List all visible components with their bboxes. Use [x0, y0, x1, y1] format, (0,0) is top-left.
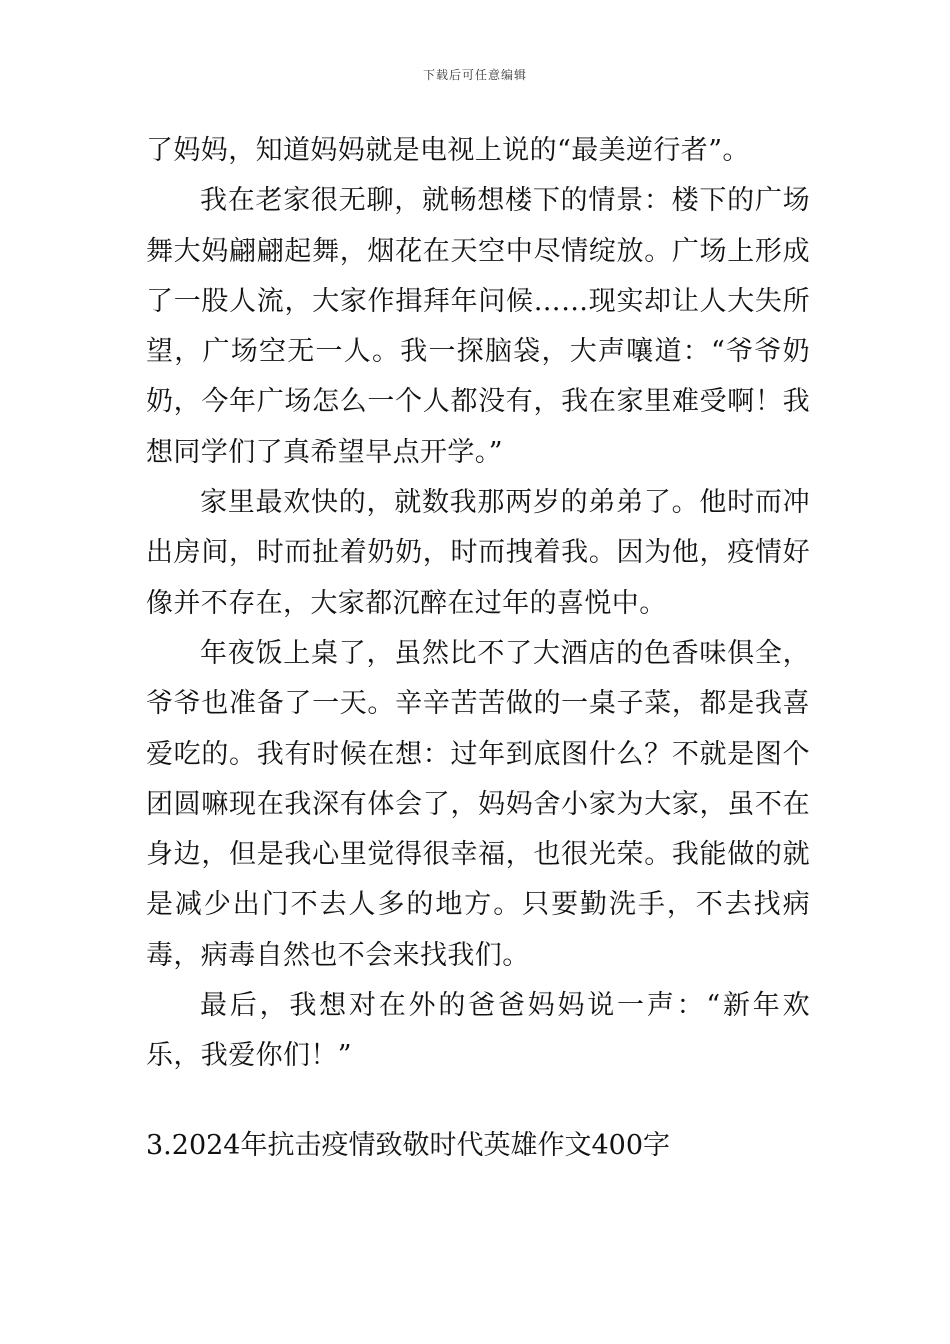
essay-body	[146, 126, 810, 1082]
page-header-note: 下载后可任意编辑	[422, 68, 527, 82]
section-heading: 3.2024年抗击疫情致敬时代英雄作文400字	[146, 1130, 671, 1161]
paragraph-little-brother: 家里最欢快的，就数我那两岁的弟弟了。他时而冲出房间，时而扯着奶奶，时而拽着我。因为他，疫情好像并不存在，大家都沉醉在过年的喜悦中。	[146, 487, 810, 619]
paragraph-closing-wish: 最后，我想对在外的爸爸妈妈说一声：“新年欢乐，我爱你们！”	[146, 990, 810, 1072]
paragraph-new-year-dinner: 年夜饭上桌了，虽然比不了大酒店的色香味俱全，爷爷也准备了一天。辛辛苦苦做的一桌子菜，都是我喜爱吃的。我有时候在想：过年到底图什么？不就是图个团圆嘛现在我深有体会了，妈妈舍小家为大家，虽不在身边，但是我心里觉得很幸福，也很光荣。我能做的就是减少出门不去人多的地方。只要勤洗手，不去找病毒，病毒自然也不会来找我们。	[146, 637, 810, 971]
paragraph-continuation: 了妈妈，知道妈妈就是电视上说的“最美逆行者”。	[146, 135, 750, 166]
paragraph-imagining-plaza: 我在老家很无聊，就畅想楼下的情景：楼下的广场舞大妈翩翩起舞，烟花在天空中尽情绽放。广场上形成了一股人流，大家作揖拜年问候……现实却让人大失所望，广场空无一人。我一探脑袋，大声嚷道：“爷爷奶奶，今年广场怎么一个人都没有，我在家里难受啊！我想同学们了真希望早点开学。”	[146, 185, 810, 468]
